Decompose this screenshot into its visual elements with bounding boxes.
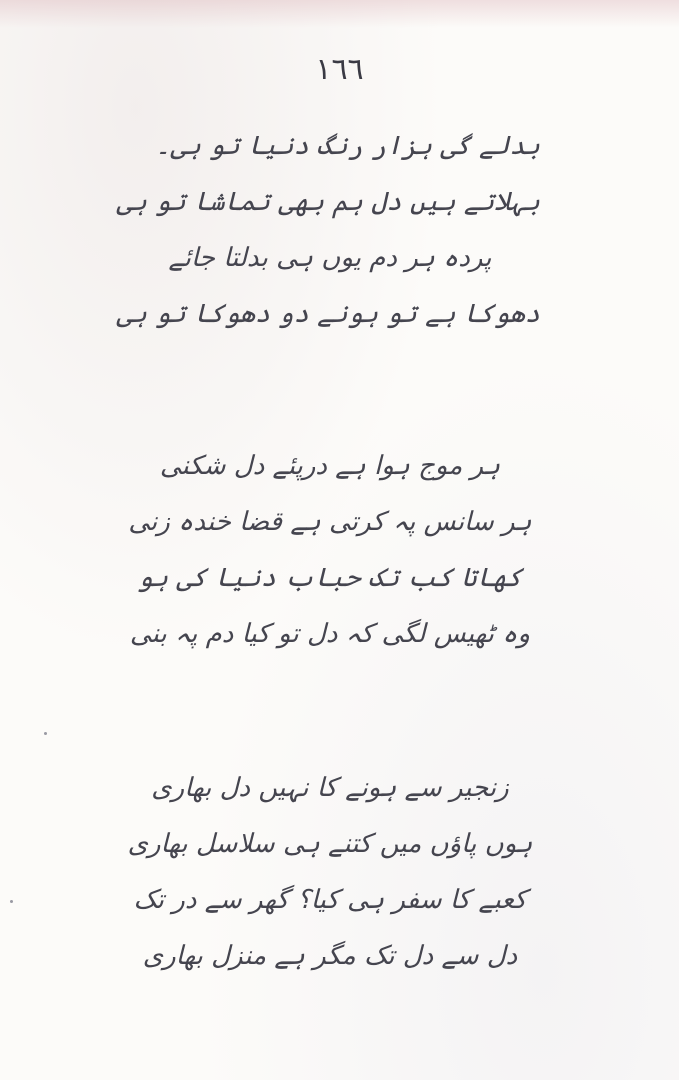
verse-line: ہر موج ہوا ہے درپئے دل شکنی <box>159 451 501 481</box>
page-number: ۱٦٦ <box>315 52 364 87</box>
verse-line: بدلے گی ہزار رنگ دنیا تو ہی۔ <box>155 131 540 161</box>
verse-line: پردہ ہر دم یوں ہی بدلتا جائے <box>168 243 492 273</box>
verse-line: دھوکا ہے تو ہونے دو دھوکا تو ہی <box>116 299 540 329</box>
verse-line: وہ ٹھیس لگی کہ دل تو کیا دم پہ بنی <box>129 619 531 649</box>
paper-speck <box>44 732 47 735</box>
stanza-3 <box>120 760 540 984</box>
verse-line: ہر سانس پہ کرتی ہے قضا خندہ زنی <box>128 507 532 537</box>
verse-line: کعبے کا سفر ہی کیا؟ گھر سے در تک <box>133 885 527 915</box>
stanza-2 <box>120 438 540 662</box>
paper-speck <box>10 900 13 903</box>
verse-line: ہوں پاؤں میں کتنے ہی سلاسل بھاری <box>127 829 533 859</box>
verse-line: دل سے دل تک مگر ہے منزل بھاری <box>142 941 518 971</box>
verse-line: بہلاتے ہیں دل ہم بھی تماشا تو ہی <box>116 187 540 217</box>
verse-line: کھاتا کب تک حباب دنیا کی ہو <box>137 563 523 593</box>
stanza-1 <box>116 118 540 342</box>
verse-line: زنجیر سے ہونے کا نہیں دل بھاری <box>151 773 509 803</box>
paper-stain <box>0 0 679 28</box>
